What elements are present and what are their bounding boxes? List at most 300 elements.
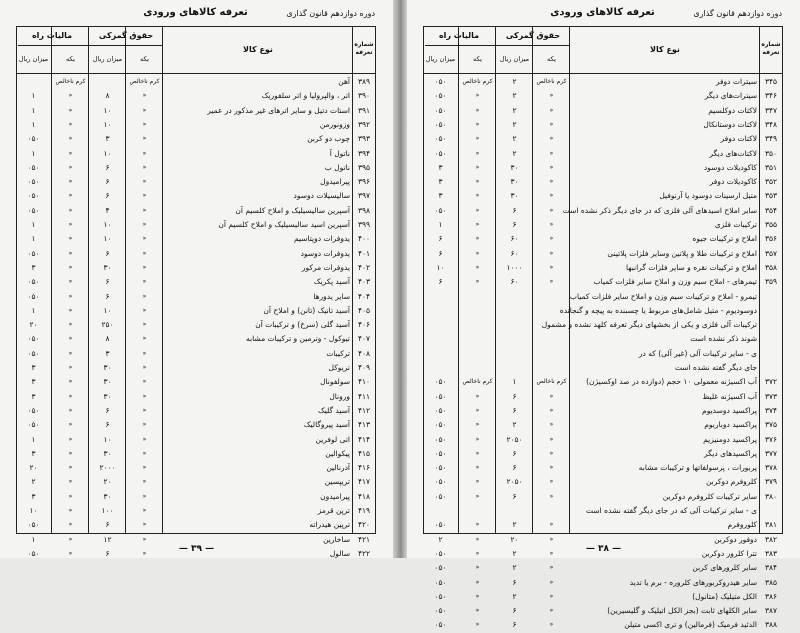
- cell-cu-unit: «: [142, 549, 147, 557]
- cell-rd-unit: «: [475, 249, 480, 257]
- cell-desc: ی - سایر ترکیبات آلی (غیر آلی) که در: [638, 348, 757, 358]
- cell-rd-unit: «: [475, 564, 480, 572]
- cell-rd-unit: «: [68, 120, 73, 128]
- cell-no: ۳۷۶: [764, 434, 778, 444]
- cell-rd-unit: «: [68, 378, 73, 386]
- cell-no: ۳۵۱: [764, 162, 778, 172]
- table-row: [17, 89, 375, 103]
- table-row: [424, 504, 782, 518]
- cell-rd-unit: «: [475, 607, 480, 615]
- table-row: [17, 175, 375, 189]
- cell-cu-rate: ۲۰۵۰: [506, 434, 523, 444]
- cell-no: ۳۹۲: [357, 119, 371, 129]
- cell-rd-rate: ۱: [31, 119, 36, 129]
- cell-cu-rate: [496, 361, 533, 375]
- cell-cu-unit: «: [142, 106, 147, 114]
- table-row: [17, 361, 375, 375]
- cell-rd-rate: ۰۵۰: [27, 205, 40, 215]
- tariff-table: [423, 26, 783, 630]
- header-road-rate: میزان ریال: [425, 55, 456, 63]
- cell-rd-rate: ۰۵۰: [434, 77, 447, 86]
- cell-desc: پراکسید دومنیزیم: [703, 434, 757, 444]
- cell-no: ۳۸۵: [764, 577, 778, 587]
- cell-no: ۴۰۷: [357, 334, 371, 344]
- cell-cu-unit: «: [142, 335, 147, 343]
- cell-desc: ترپین هیدراته: [309, 520, 350, 530]
- cell-rd-rate: ۰۵۰: [434, 377, 447, 387]
- cell-rd-rate: ۳: [31, 391, 36, 401]
- page-number: — ۳۸ —: [585, 544, 622, 554]
- cell-no: ۳۷۵: [764, 420, 778, 430]
- table-row: [424, 447, 782, 461]
- cell-desc: املاح و ترکیبات نقره و سایر فلزات گرانبها: [626, 262, 757, 272]
- cell-rd-rate: ۱: [31, 148, 36, 158]
- cell-cu-unit: «: [549, 607, 554, 615]
- header-road-unit: یکه: [66, 55, 75, 63]
- cell-desc: آسید گلیک: [318, 405, 350, 415]
- cell-desc: اتی لوفرین: [315, 434, 350, 444]
- cell-cu-unit: «: [142, 378, 147, 386]
- cell-rd-unit: «: [68, 135, 73, 143]
- cell-no: ۳۵۶: [764, 234, 778, 244]
- cell-no: ۳۵۵: [764, 220, 778, 229]
- cell-rd-rate: ۰۵۰: [27, 420, 40, 430]
- table-row: [424, 118, 782, 132]
- table-row: [17, 318, 375, 332]
- cell-no: ۳۸۰: [764, 491, 778, 501]
- cell-desc: الدئید فرمیک (فرمالین) و تری اکسی متیلن: [624, 620, 757, 630]
- page-number: — ۳۹ —: [178, 544, 215, 554]
- cell-rd-rate: ۲۰: [29, 320, 38, 330]
- cell-cu-rate: ۲: [512, 148, 517, 158]
- cell-desc: ترکیبات: [326, 348, 350, 358]
- cell-rd-rate: ۳: [31, 491, 36, 501]
- cell-rd-unit: «: [475, 149, 480, 157]
- cell-cu-unit: «: [142, 507, 147, 514]
- table-row: [424, 204, 782, 218]
- cell-cu-rate: ۱: [512, 377, 517, 387]
- cell-desc: سایر املاح اسیدهای آلی فلزی که در جای دیگر ذکر نشده است: [562, 205, 757, 215]
- cell-no: ۴۰۱: [357, 248, 371, 258]
- cell-cu-unit: «: [549, 392, 554, 400]
- cell-cu-unit: «: [549, 163, 554, 171]
- table-row: [17, 132, 375, 146]
- group-header-divider: [18, 45, 163, 46]
- cell-rd-unit: «: [68, 421, 73, 429]
- cell-cu-rate: ۶: [512, 205, 517, 215]
- cell-rd-unit: «: [68, 221, 73, 228]
- cell-rd-rate: ۰۵۰: [434, 134, 447, 144]
- header-road-tax: مالیات راه: [31, 31, 73, 40]
- cell-rd-unit: [459, 504, 496, 518]
- header-customs-rate: میزان ریال: [499, 55, 530, 63]
- table-row: [17, 304, 375, 318]
- cell-rd-unit: «: [475, 421, 480, 429]
- cell-cu-rate: ۶: [105, 191, 110, 201]
- cell-no: ۴۲۲: [357, 548, 371, 558]
- cell-no: ۴۰۲: [357, 262, 371, 272]
- cell-no: ۴۲۰: [357, 520, 371, 530]
- cell-cu-unit: «: [549, 549, 554, 557]
- section-title: تعرفه کالاهای ورودی: [550, 7, 655, 18]
- cell-cu-rate: ۶۰: [510, 248, 519, 258]
- cell-rd-rate: ۰۵۰: [27, 291, 40, 301]
- cell-cu-unit: «: [549, 421, 554, 429]
- header-tariff-no: شماره تعرفه: [761, 41, 781, 56]
- cell-cu-unit: «: [142, 535, 147, 543]
- cell-cu-unit: «: [142, 349, 147, 357]
- cell-rd-unit: «: [68, 92, 73, 100]
- table-row: [424, 318, 782, 332]
- cell-cu-unit: [533, 304, 570, 318]
- cell-cu-rate: ۳۰: [103, 491, 112, 501]
- cell-cu-rate: ۶۰: [510, 234, 519, 244]
- cell-desc: متیل ارسینات دوسود یا آرنوفیل: [659, 191, 757, 201]
- cell-rd-unit: «: [68, 435, 73, 443]
- cell-desc: شوند ذکر نشده است: [690, 334, 757, 344]
- cell-rd-unit: «: [475, 206, 480, 214]
- cell-rd-unit: «: [68, 335, 73, 343]
- cell-cu-unit: «: [142, 292, 147, 300]
- cell-no: ۴۰۵: [357, 305, 371, 315]
- table-row: [424, 518, 782, 532]
- cell-rd-unit: «: [68, 235, 73, 243]
- cell-no: ۳۵۰: [764, 148, 778, 158]
- cell-cu-unit: «: [549, 149, 554, 157]
- cell-rd-rate: ۰۵۰: [27, 334, 40, 344]
- cell-no: ۳۴۶: [764, 91, 778, 101]
- header-tariff-no: شماره تعرفه: [354, 41, 374, 56]
- cell-cu-unit: «: [142, 178, 147, 186]
- cell-desc: وزونورمن: [319, 119, 350, 129]
- cell-rd-unit: «: [68, 278, 73, 286]
- cell-desc: استات دتیل و سایر اترهای غیر مذکور در عمیر: [207, 105, 350, 115]
- cell-cu-rate: ۲: [512, 105, 517, 115]
- cell-desc: کلروفرم دوکربن: [705, 477, 757, 487]
- cell-no: [760, 332, 782, 346]
- cell-desc: لاکتات‌های دیگر: [709, 148, 757, 158]
- table-row: [424, 390, 782, 404]
- cell-rd-unit: «: [68, 163, 73, 171]
- cell-no: ۳۹۱: [357, 105, 371, 115]
- cell-rd-unit: «: [475, 163, 480, 171]
- cell-cu-unit: «: [142, 521, 147, 529]
- page-header: [423, 6, 782, 24]
- book-title: دوره دوازدهم قانون گذاری: [286, 9, 375, 18]
- cell-desc: تیمرهای - املاح سیم وزن و املاح سایر فلزات کمیاب: [593, 277, 757, 287]
- cell-rd-unit: «: [475, 106, 480, 114]
- cell-rd-unit: «: [68, 249, 73, 257]
- cell-cu-rate: ۲: [512, 420, 517, 430]
- cell-cu-unit: «: [549, 263, 554, 271]
- cell-no: ۳۸۴: [764, 563, 778, 573]
- cell-rd-unit: «: [475, 549, 480, 557]
- cell-rd-rate: ۰۵۰: [434, 205, 447, 215]
- cell-desc: لاکتات دوفر: [720, 134, 757, 144]
- cell-no: ۴۰۳: [357, 277, 371, 287]
- cell-cu-unit: «: [549, 178, 554, 186]
- cell-desc: کاکودیلات دوفر: [709, 177, 757, 187]
- cell-desc: سالول: [329, 548, 350, 558]
- cell-no: ۳۵۸: [764, 262, 778, 272]
- cell-rd-unit: «: [68, 507, 73, 514]
- cell-rd-rate: ۱: [31, 534, 36, 544]
- cell-cu-rate: ۲۵۰: [101, 320, 114, 330]
- cell-cu-unit: «: [549, 135, 554, 143]
- table-row: [17, 189, 375, 203]
- cell-cu-unit: [533, 318, 570, 332]
- left-page: [0, 0, 393, 558]
- cell-desc: پراکسید دوسدیوم: [702, 405, 757, 415]
- table-row: [424, 590, 782, 604]
- cell-rd-rate: ۰۵۰: [27, 277, 40, 287]
- cell-cu-rate: [496, 290, 533, 304]
- cell-rd-unit: «: [475, 92, 480, 100]
- cell-cu-unit: «: [549, 278, 554, 286]
- cell-rd-unit: «: [475, 449, 480, 457]
- table-row: [424, 604, 782, 618]
- cell-cu-unit: «: [142, 135, 147, 143]
- cell-cu-rate: ۶: [105, 520, 110, 530]
- cell-desc: کاکودیلات دوسود: [703, 162, 757, 172]
- table-row: [17, 104, 375, 118]
- cell-desc: پراکسیدهای دیگر: [704, 448, 757, 458]
- cell-cu-rate: ۲: [512, 520, 517, 530]
- cell-rd-rate: ۰۵۰: [27, 177, 40, 187]
- cell-cu-unit: «: [142, 163, 147, 171]
- cell-cu-unit: «: [549, 249, 554, 257]
- cell-cu-unit: «: [142, 206, 147, 214]
- cell-cu-rate: ۱۰: [103, 305, 112, 315]
- cell-no: ۳۹۷: [357, 191, 371, 201]
- cell-no: ۳۷۷: [764, 448, 778, 458]
- cell-cu-rate: ۶۰: [510, 277, 519, 287]
- table-row: [424, 375, 782, 389]
- cell-cu-rate: ۶: [512, 220, 517, 229]
- cell-desc: آسید گلی (سرخ) و ترکیبات آن: [255, 320, 350, 330]
- cell-rd-rate: ۳: [31, 377, 36, 387]
- cell-no: ۴۰۰: [357, 234, 371, 244]
- cell-cu-unit: «: [142, 235, 147, 243]
- cell-desc: لاکتات دوستانکال: [703, 119, 757, 129]
- cell-cu-rate: ۶: [105, 277, 110, 287]
- cell-desc: یدوفرات دوپتاسیم: [293, 234, 350, 244]
- cell-no: ۳۵۳: [764, 191, 778, 201]
- cell-no: ۴۰۶: [357, 320, 371, 330]
- table-row: [17, 404, 375, 418]
- cell-rd-rate: ۰۵۰: [434, 434, 447, 444]
- cell-desc: ترکیبات فلزی: [714, 220, 757, 229]
- table-row: [424, 576, 782, 590]
- cell-desc: آدرنالین: [326, 463, 350, 473]
- book-gutter: [393, 0, 407, 558]
- cell-cu-rate: ۶: [512, 405, 517, 415]
- cell-cu-rate: ۲: [512, 563, 517, 573]
- cell-cu-rate: ۶: [105, 548, 110, 558]
- cell-rd-unit: کرم ناخالص: [462, 78, 493, 85]
- cell-rd-rate: ۰۵۰: [27, 348, 40, 358]
- cell-cu-rate: ۳۰: [103, 448, 112, 458]
- cell-desc: سیترات‌های دیگر: [704, 91, 757, 101]
- cell-cu-rate: ۴: [105, 205, 110, 215]
- cell-desc: کلوروفرم: [727, 520, 757, 530]
- table-row: [17, 161, 375, 175]
- header-customs-unit: یکه: [140, 55, 149, 63]
- cell-cu-rate: ۳: [105, 134, 110, 144]
- tariff-table: [16, 26, 376, 558]
- cell-desc: تیمرو - املاح و ترکیبات سیم وزن و املاح سایر فلزات کمیاب: [569, 291, 757, 301]
- table-row: [17, 504, 375, 518]
- cell-cu-unit: «: [549, 592, 554, 600]
- table-row: [424, 418, 782, 432]
- cell-no: ۴۱۷: [357, 477, 371, 487]
- cell-rd-rate: ۱: [31, 305, 36, 315]
- cell-rd-rate: ۰۵۰: [434, 391, 447, 401]
- cell-no: ۳۵۴: [764, 205, 778, 215]
- cell-no: ۴۱۳: [357, 420, 371, 430]
- table-row: [17, 275, 375, 289]
- cell-cu-unit: «: [142, 321, 147, 329]
- cell-cu-unit: «: [142, 478, 147, 486]
- table-row: [17, 375, 375, 389]
- table-row: [17, 461, 375, 475]
- cell-desc: اتر ، والپرولیا و اتر سلفوریک: [261, 91, 350, 101]
- cell-no: ۳۹۶: [357, 177, 371, 187]
- cell-rd-unit: «: [475, 578, 480, 586]
- table-header: [424, 27, 782, 74]
- table-body: [17, 75, 375, 558]
- cell-no: [760, 290, 782, 304]
- cell-cu-rate: [496, 504, 533, 518]
- cell-rd-unit: کرم ناخالص: [55, 78, 86, 85]
- cell-no: ۳۸۲: [764, 534, 778, 544]
- table-row: [424, 475, 782, 489]
- cell-cu-unit: «: [142, 364, 147, 371]
- cell-rd-rate: ۰۵۰: [434, 405, 447, 415]
- cell-desc: آسید تانیک (تانن) و املاح آن: [263, 305, 350, 315]
- table-row: [17, 118, 375, 132]
- cell-no: ۳۴۹: [764, 134, 778, 144]
- table-row: [17, 490, 375, 504]
- cell-no: ۳۹۳: [357, 134, 371, 144]
- cell-rd-unit: [459, 304, 496, 318]
- cell-no: ۳۹۴: [357, 148, 371, 158]
- page-header: [16, 6, 375, 24]
- cell-cu-rate: ۳: [105, 348, 110, 358]
- cell-rd-rate: ۲: [438, 534, 443, 544]
- cell-rd-rate: [422, 332, 459, 346]
- cell-cu-unit: «: [142, 306, 147, 314]
- cell-no: ۳۸۷: [764, 606, 778, 616]
- cell-rd-rate: ۰۵۰: [434, 91, 447, 101]
- cell-cu-unit: «: [142, 421, 147, 429]
- cell-cu-unit: «: [142, 435, 147, 443]
- cell-cu-rate: ۱۰: [103, 148, 112, 158]
- cell-cu-rate: ۶: [512, 463, 517, 473]
- cell-rd-rate: ۰۵۰: [434, 577, 447, 587]
- cell-rd-rate: [422, 361, 459, 375]
- header-item-type: نوع کالا: [243, 45, 273, 54]
- cell-no: ۳۸۳: [764, 548, 778, 558]
- cell-rd-unit: «: [68, 149, 73, 157]
- table-row: [17, 290, 375, 304]
- cell-rd-unit: «: [68, 306, 73, 314]
- cell-rd-unit: «: [68, 449, 73, 457]
- table-row: [424, 404, 782, 418]
- cell-rd-unit: «: [475, 221, 480, 228]
- cell-desc: سایر ترکیبات کلروفرم دوکربن: [662, 491, 757, 501]
- cell-desc: پربورات ، پرسولفاتها و ترکیبات مشابه: [638, 463, 757, 473]
- cell-cu-rate: ۲۰۵۰: [506, 477, 523, 487]
- cell-desc: چوب دو کربن: [307, 134, 350, 144]
- table-row: [17, 261, 375, 275]
- cell-rd-rate: ۰۵۰: [434, 620, 447, 630]
- cell-cu-unit: «: [549, 449, 554, 457]
- table-row: [424, 247, 782, 261]
- table-row: [17, 475, 375, 489]
- cell-rd-rate: ۰۵۰: [27, 548, 40, 558]
- cell-cu-unit: «: [142, 249, 147, 257]
- cell-rd-rate: ۳: [438, 177, 443, 187]
- table-row: [424, 347, 782, 361]
- cell-rd-unit: «: [475, 435, 480, 443]
- cell-no: ۳۷۹: [764, 477, 778, 487]
- cell-desc: سایر کلرورهای کربن: [692, 563, 757, 573]
- cell-rd-rate: ۰۵۰: [434, 463, 447, 473]
- cell-no: ۳۴۷: [764, 105, 778, 115]
- cell-cu-unit: «: [142, 278, 147, 286]
- cell-cu-rate: ۱۰: [103, 105, 112, 115]
- table-row: [424, 490, 782, 504]
- cell-no: ۳۸۱: [764, 520, 778, 530]
- cell-cu-rate: [89, 75, 126, 89]
- cell-no: ۳۴۵: [764, 77, 778, 86]
- cell-desc: ناتول ب: [324, 162, 350, 172]
- cell-desc: آسید پکریک: [313, 277, 350, 287]
- section-title: تعرفه کالاهای ورودی: [143, 7, 248, 18]
- cell-cu-rate: [496, 332, 533, 346]
- cell-cu-rate: ۶: [512, 391, 517, 401]
- cell-desc: سولفونال: [320, 377, 350, 387]
- cell-cu-unit: کرم ناخالص: [129, 78, 160, 85]
- cell-no: ۴۱۱: [357, 391, 371, 401]
- table-row: [424, 75, 782, 89]
- cell-rd-unit: «: [68, 364, 73, 371]
- cell-rd-unit: «: [475, 120, 480, 128]
- cell-cu-unit: [533, 361, 570, 375]
- cell-no: ۳۹۰: [357, 91, 371, 101]
- cell-rd-unit: «: [475, 392, 480, 400]
- header-customs-unit: یکه: [547, 55, 556, 63]
- cell-rd-unit: «: [475, 521, 480, 529]
- cell-rd-rate: ۳: [31, 262, 36, 272]
- table-row: [424, 561, 782, 575]
- cell-cu-unit: [533, 504, 570, 518]
- cell-no: ۴۱۰: [357, 377, 371, 387]
- cell-cu-rate: ۱۰۰۰: [506, 262, 523, 272]
- cell-rd-rate: ۱۰: [436, 262, 445, 272]
- cell-rd-unit: «: [475, 192, 480, 200]
- cell-no: [760, 304, 782, 318]
- cell-desc: دوسودیوم - متیل شامل‌های مربوط یا چسبنده به پیچه و گنجانده: [559, 305, 757, 315]
- cell-no: ۳۵۲: [764, 177, 778, 187]
- cell-rd-unit: «: [68, 263, 73, 271]
- cell-rd-rate: ۰۵۰: [27, 162, 40, 172]
- header-road-unit: یکه: [473, 55, 482, 63]
- table-row: [17, 447, 375, 461]
- cell-cu-unit: «: [549, 92, 554, 100]
- cell-cu-rate: ۶: [512, 448, 517, 458]
